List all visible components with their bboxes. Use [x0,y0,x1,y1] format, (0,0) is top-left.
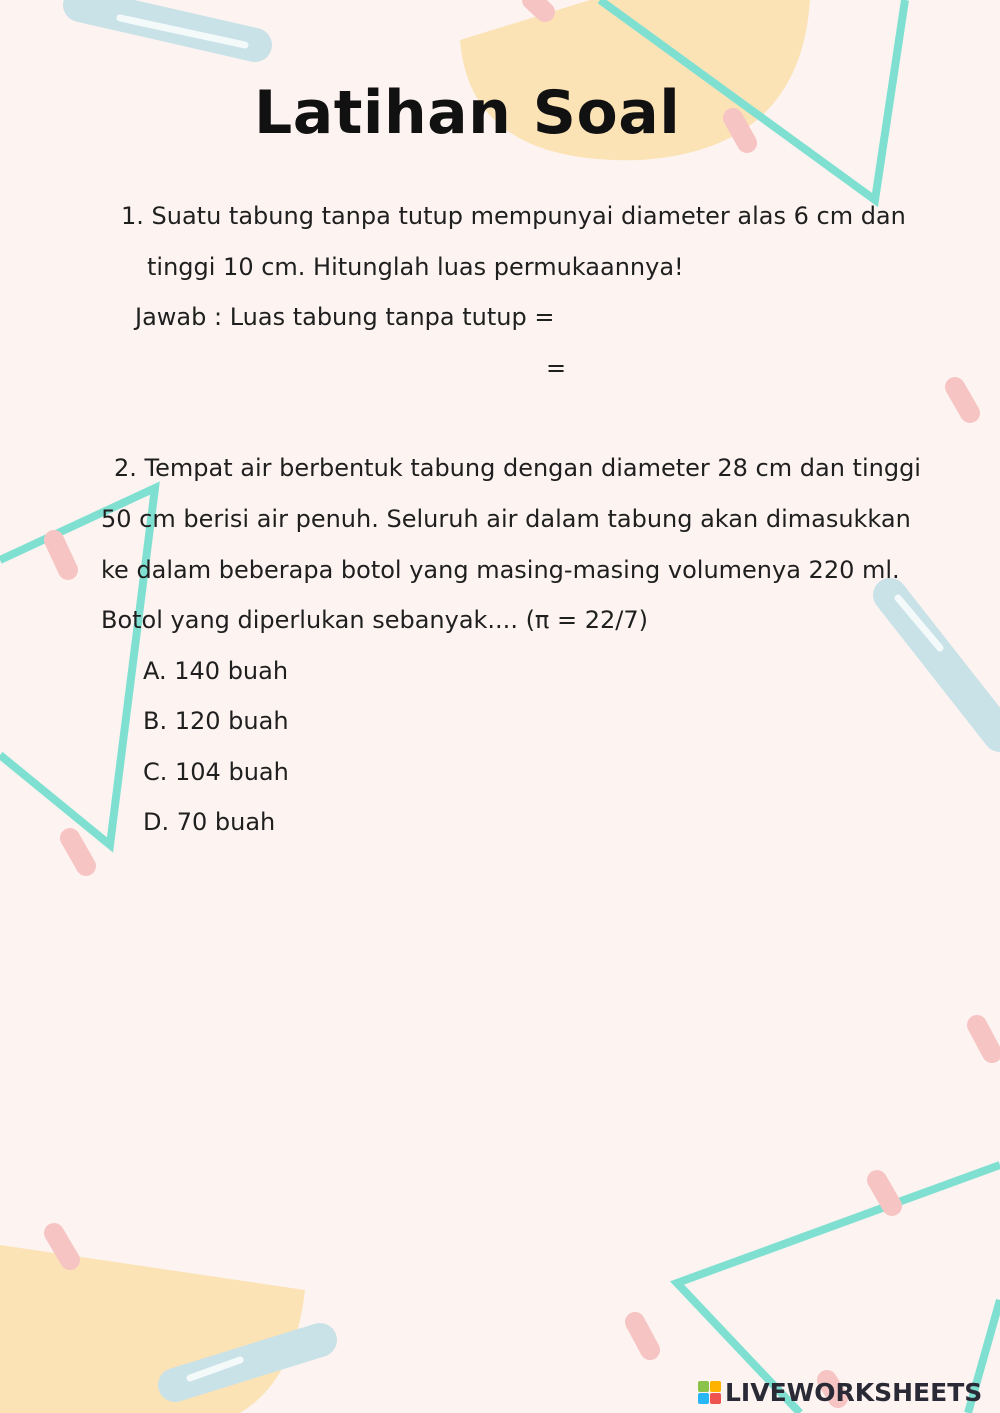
question-1-answer-label: Jawab : Luas tabung tanpa tutup = [135,303,555,331]
question-1-answer-equals: = [546,354,567,382]
liveworksheets-logo[interactable] [698,1378,982,1407]
logo-text: LIVEWORKSHEETS [725,1378,983,1407]
option-b[interactable]: B. 120 buah [143,707,289,735]
question-2-line-3: ke dalam beberapa botol yang masing-masing volumenya 220 ml. [101,556,900,584]
question-1-line-2: tinggi 10 cm. Hitunglah luas permukaannya! [147,253,684,281]
option-a[interactable]: A. 140 buah [143,657,289,685]
question-2-line-2: 50 cm berisi air penuh. Seluruh air dalam tabung akan dimasukkan [101,505,911,533]
page-title: Latihan Soal [254,78,681,148]
option-d[interactable]: D. 70 buah [143,808,276,836]
question-1-line-1: 1. Suatu tabung tanpa tutup mempunyai diameter alas 6 cm dan [121,202,906,230]
question-2-line-1: 2. Tempat air berbentuk tabung dengan diameter 28 cm dan tinggi [114,454,921,482]
option-c[interactable]: C. 104 buah [143,758,289,786]
logo-grid-icon [698,1381,721,1404]
question-2-line-4: Botol yang diperlukan sebanyak.... (π = 22/7) [101,606,649,634]
